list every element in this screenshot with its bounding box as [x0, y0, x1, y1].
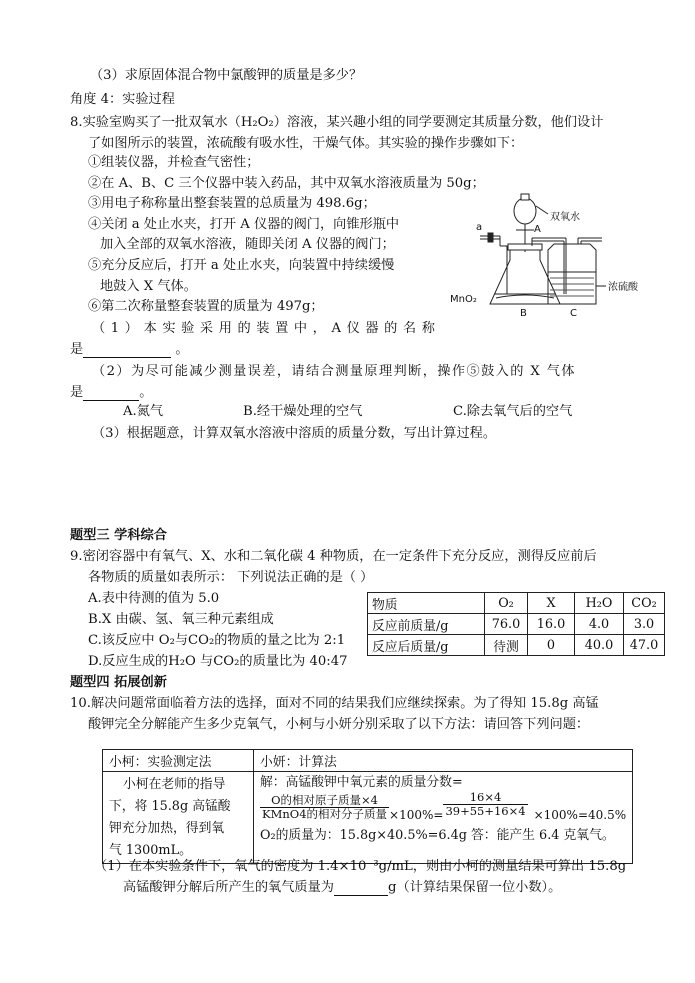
table-cell: 16.0	[528, 614, 575, 635]
angle4-heading: 角度 4：实验过程	[70, 92, 175, 107]
left-line-4: 气 1300mL。	[109, 843, 192, 858]
left-line-1: 小柯在老师的指导	[123, 777, 226, 792]
fraction-2-numerator: 16×4	[443, 791, 527, 805]
table-row	[103, 772, 633, 864]
q9-intro-line1: 9.密闭容器中有氧气、X、水和二氧化碳 4 种物质，在一定条件下充分反应，测得反应前后	[70, 549, 597, 564]
table-header-cell: H₂O	[575, 593, 624, 614]
left-line-2: 下，将 15.8g 高锰酸	[109, 799, 231, 814]
q8-step-3: ③用电子称称量出整套装置的总质量为 498.6g；	[88, 196, 376, 211]
table-header-cell: CO₂	[624, 593, 665, 614]
q8-part2-suffix: 。	[139, 385, 153, 400]
gas-washing-bottle	[548, 244, 596, 304]
fraction-1-denominator: KMnO4的相对分子质量	[262, 807, 388, 821]
table-cell: 3.0	[624, 614, 665, 635]
type3-heading: 题型三 学科综合	[70, 528, 167, 543]
q8-intro-line2: 了如图所示的装置，浓硫酸有吸水性，干燥气体。其实验的操作步骤如下：	[88, 136, 524, 151]
table-header-cell: X	[528, 593, 575, 614]
q8-step-4a: ④关闭 a 处止水夹，打开 A 仪器的阀门，向锥形瓶中	[88, 217, 400, 232]
table-cell: 47.0	[624, 635, 665, 656]
right-line-1: 解：高锰酸钾中氧元素的质量分数=	[260, 775, 463, 790]
label-h2o2: 双氧水	[550, 212, 580, 223]
left-method-cell	[103, 772, 254, 864]
q8-option-b: B.经干燥处理的空气	[243, 404, 363, 419]
left-line-3: 钾充分加热，得到氧	[109, 821, 225, 836]
table-header-row	[103, 750, 633, 772]
q9-intro-line2: 各物质的质量如表所示： 下列说法正确的是（ ）	[88, 570, 374, 585]
table-row	[368, 614, 665, 635]
q8-part1-question: （1）本实验采用的装置中，A仪器的名称	[92, 321, 441, 336]
q9-data-table	[367, 592, 665, 656]
q8-part2-answer-blank[interactable]	[83, 387, 139, 401]
q9-option-d: D.反应生成的H₂O 与CO₂的质量比为 40:47	[88, 654, 348, 669]
type4-heading: 题型四 拓展创新	[70, 675, 167, 690]
table-header-cell: O₂	[485, 593, 528, 614]
q8-part3-question: （3）根据题意，计算双氧水溶液中溶质的质量分数，写出计算过程。	[92, 426, 497, 441]
q10-intro-line1: 10.解决问题常面临着方法的选择，面对不同的结果我们应继续探索。为了得知 15.8g 高锰	[70, 696, 599, 711]
head-right: 小妍：计算法	[254, 750, 633, 772]
label-acid: 浓硫酸	[608, 282, 638, 293]
formula-line	[260, 790, 627, 824]
q8-step-6: ⑥第二次称量整套装置的质量为 497g；	[88, 299, 324, 314]
formula-end: ×100%=40.5%	[533, 808, 627, 822]
q8-part1-prefix: 是	[70, 342, 84, 357]
q8-part1-answer-line	[70, 342, 189, 358]
q8-option-a: A.氮气	[123, 404, 164, 419]
right-line-3: O₂的质量为：15.8g×40.5%=6.4g 答：能产生 6.4 克氧气。	[260, 828, 615, 843]
apparatus-diagram	[440, 186, 640, 318]
fraction-1-numerator: O的相对原子质量×4	[260, 794, 389, 808]
q10-part1-prefix: 高锰酸钾分解后所产生的氧气质量为	[123, 880, 334, 895]
head-left: 小柯：实验测定法	[103, 750, 254, 772]
q10-part1-line1: （1）在本实验条件下，氧气的密度为 1.4×10⁻³g/mL，则由小柯的测量结果可算出 15.8g	[94, 859, 627, 874]
q10-intro-line2: 酸钾完全分解能产生多少克氧气，小柯与小妍分别采取了以下方法：请回答下列问题：	[88, 717, 590, 732]
q10-methods-table	[102, 749, 633, 864]
q8-part1-answer-blank[interactable]	[83, 344, 171, 358]
label-mno2: MnO₂	[450, 294, 477, 305]
table-header-cell: 物质	[368, 593, 485, 614]
q9-option-a: A.表中待测的值为 5.0	[88, 591, 220, 606]
q8-step-5a: ⑤充分反应后，打开 a 处止水夹，向装置中持续缓慢	[88, 258, 395, 273]
q10-part1-answer-blank[interactable]	[334, 882, 388, 896]
q8-intro-line1: 8.实验室购买了一批双氧水（H₂O₂）溶液，某兴趣小组的同学要测定其质量分数，他们设计	[70, 115, 604, 130]
label-A: A	[534, 224, 541, 235]
label-C: C	[570, 308, 577, 318]
fraction-2	[443, 791, 527, 818]
label-a: a	[476, 222, 483, 233]
table-row	[368, 635, 665, 656]
q8-step-1: ①组装仪器，并检查气密性；	[88, 155, 260, 170]
q8-part2-answer-line	[70, 385, 152, 401]
separatory-funnel	[514, 198, 536, 224]
fraction-1	[260, 794, 389, 821]
table-cell: 0	[528, 635, 575, 656]
q8-step-5b: 地鼓入 X 气体。	[100, 279, 197, 294]
table-cell: 4.0	[575, 614, 624, 635]
table-header-row	[368, 593, 665, 614]
q10-part1-line2	[123, 880, 561, 896]
table-cell: 反应后质量/g	[368, 635, 485, 656]
q9-option-c: C.该反应中 O₂与CO₂的物质的量之比为 2:1	[88, 633, 346, 648]
fraction-2-denominator: 39+55+16×4	[445, 804, 526, 818]
formula-mid: ×100%=	[389, 808, 444, 822]
table-cell: 40.0	[575, 635, 624, 656]
q8-option-c: C.除去氧气后的空气	[453, 404, 573, 419]
label-B: B	[520, 308, 527, 318]
q9-option-b: B.X 由碳、氢、氧三种元素组成	[88, 612, 274, 627]
table-cell: 反应前质量/g	[368, 614, 485, 635]
q8-part1-suffix: 。	[175, 342, 189, 357]
q10-part1-suffix: g（计算结果保留一位小数）。	[388, 880, 562, 895]
conical-flask	[490, 248, 560, 304]
q8-step-2: ②在 A、B、C 三个仪器中装入药品，其中双氧水溶液质量为 50g；	[88, 176, 485, 191]
right-method-cell	[254, 772, 633, 864]
q8-part2-question: （2）为尽可能减少测量误差，请结合测量原理判断，操作⑤鼓入的 X 气体	[92, 364, 576, 379]
q7-part3: （3）求原固体混合物中氯酸钾的质量是多少？	[90, 68, 363, 83]
q8-part2-prefix: 是	[70, 385, 84, 400]
q8-step-4b: 加入全部的双氧水溶液，随即关闭 A 仪器的阀门；	[100, 237, 395, 252]
table-cell: 76.0	[485, 614, 528, 635]
table-cell: 待测	[485, 635, 528, 656]
